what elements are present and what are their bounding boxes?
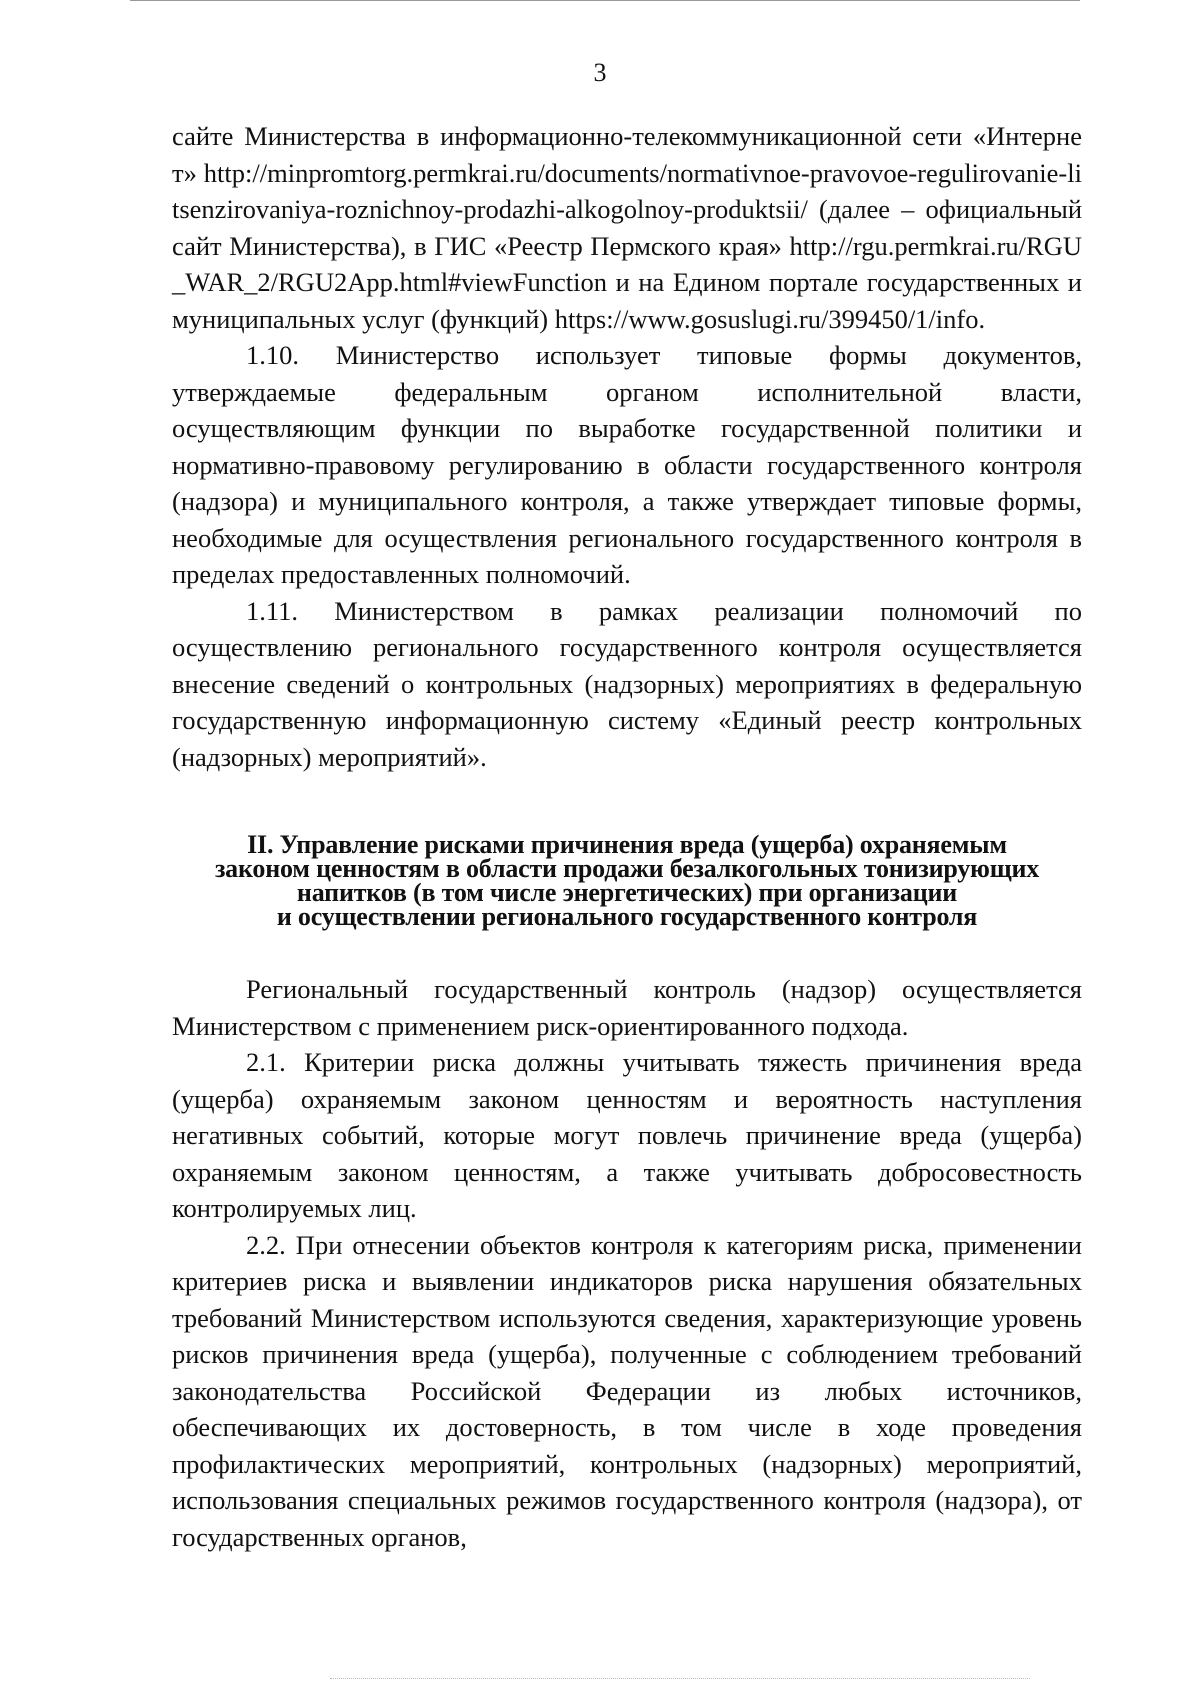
scan-bottom-noise	[330, 1678, 1030, 1682]
paragraph-official-site: сайте Министерства в информационно-телекоммуникационной сети «Интернет» http://minpromtorg.permkrai.ru/documents/normativnoe-pravovoe-regulirovanie-litsenzirovaniya-roznichnoy-prodazhi-alkogolnoy-produktsii/ (далее – официальный сайт Министерства), в ГИС «Реестр Пермского края» http://rgu.permkrai.ru/RGU_WAR_2/RGU2App.html#viewFunction и на Едином портале государственных и муниципальных услуг (функций) https://www.gosuslugi.ru/399450/1/info.	[172, 121, 1082, 334]
section-heading-line: II. Управление рисками причинения вреда (ущерба) охраняемым	[247, 830, 1007, 859]
section-heading-line: и осуществлении регионального государственного контроля	[276, 902, 978, 931]
paragraph-2-1: 2.1. Критерии риска должны учитывать тяжесть причинения вреда (ущерба) охраняемым законом ценностям и вероятность наступления негативных событий, которые могут повлечь причинение вреда (ущерба) охраняемым законом ценностям, а также учитывать добросовестность контролируемых лиц.	[172, 1047, 1082, 1223]
section-heading-2	[172, 830, 1082, 931]
document-body	[172, 118, 1082, 1555]
paragraph-1-11: 1.11. Министерством в рамках реализации полномочий по осуществлению регионального государственного контроля осуществляется внесение сведений о контрольных (надзорных) мероприятиях в федеральную государственную информационную систему «Единый реестр контрольных (надзорных) мероприятий».	[172, 595, 1082, 772]
paragraph-1-10: 1.10. Министерство использует типовые формы документов, утверждаемые федеральным органом исполнительной власти, осуществляющим функции по выработке государственной политики и нормативно-правовому регулированию в области государственного контроля (надзора) и муниципального контроля, а также утверждает типовые формы, необходимые для осуществления регионального государственного контроля в пределах предоставленных полномочий.	[172, 340, 1082, 589]
section-heading-line: напитков (в том числе энергетических) при организации	[296, 878, 958, 907]
paragraph-2-intro: Региональный государственный контроль (надзор) осуществляется Министерством с применением риск-ориентированного подхода.	[172, 974, 1082, 1041]
page-number: 3	[593, 58, 607, 87]
section-heading-line: законом ценностям в области продажи безалкогольных тонизирующих	[214, 854, 1040, 883]
scan-top-border	[130, 0, 1080, 3]
paragraph-2-2: 2.2. При отнесении объектов контроля к категориям риска, применении критериев риска и выявлении индикаторов риска нарушения обязательных требований Министерством используются сведения, характеризующие уровень рисков причинения вреда (ущерба), полученные с соблюдением требований законодательства Российской Федерации из любых источников, обеспечивающих их достоверность, в том числе в ходе проведения профилактических мероприятий, контрольных (надзорных) мероприятий, использования специальных режимов государственного контроля (надзора), от государственных органов,	[172, 1229, 1082, 1552]
